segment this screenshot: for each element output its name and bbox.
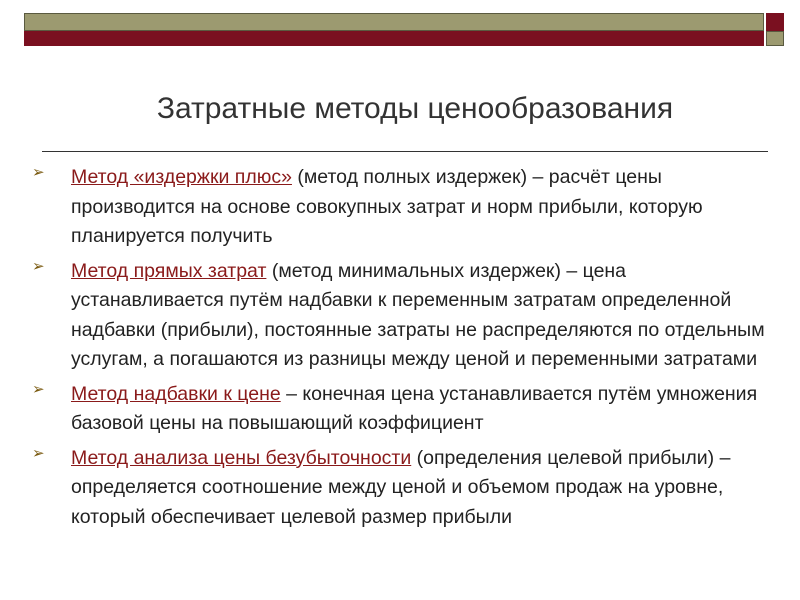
list-item — [32, 257, 780, 375]
method-term-link: Метод надбавки к цене — [71, 382, 281, 405]
arrow-bullet-icon: ➢ — [32, 257, 45, 275]
method-description: (метод минимальных издержек) – цена устанавливается путём надбавки к переменным затратам определенной надбавки (прибыли), постоянные затраты не распределяются по отдельным услугам, а погашаются из разницы между ценой и переменными затратами — [71, 259, 765, 370]
list-item — [32, 163, 780, 252]
slide-title: Затратные методы ценообразования — [156, 92, 674, 125]
bullet-list — [32, 163, 780, 537]
method-description: (определения целевой прибыли) – определяется соотношение между ценой и объемом продаж на уровне, который обеспечивает целевой размер прибыли — [71, 446, 731, 528]
method-term-link: Метод «издержки плюс» — [71, 166, 292, 188]
method-description: – конечная цена устанавливается путём умножения базовой цены на повышающий коэффициент — [71, 382, 758, 434]
list-item — [32, 380, 780, 439]
arrow-bullet-icon: ➢ — [32, 380, 45, 398]
header-square-olive — [766, 31, 784, 46]
method-term-link: Метод прямых затрат — [71, 259, 267, 282]
method-term-link: Метод анализа цены безубыточности — [71, 446, 412, 469]
method-description: (метод полных издержек) – расчёт цены производится на основе совокупных затрат и норм прибыли, которую планируется получить — [71, 166, 703, 247]
header-bar-maroon — [24, 31, 764, 46]
list-item — [32, 444, 780, 533]
arrow-bullet-icon: ➢ — [32, 164, 45, 181]
title-divider — [42, 151, 768, 152]
header-square-maroon — [766, 13, 784, 31]
arrow-bullet-icon: ➢ — [32, 444, 45, 462]
header-bar-olive — [24, 13, 764, 31]
